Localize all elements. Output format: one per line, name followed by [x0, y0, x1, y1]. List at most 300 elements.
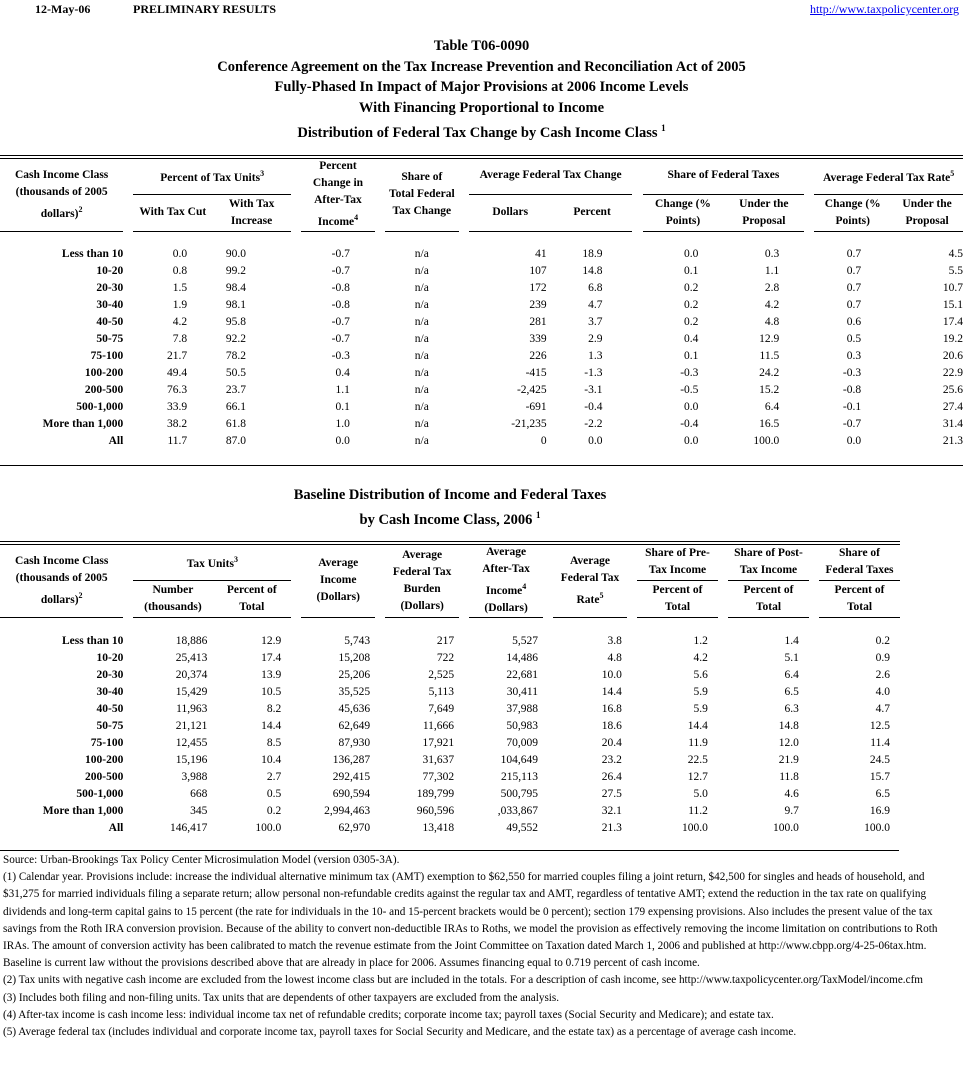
income-class-cell: 500-1,000	[76, 787, 124, 800]
value-cell: 0.0	[588, 434, 603, 447]
income-class-cell: 30-40	[96, 685, 124, 698]
value-cell: n/a	[414, 298, 429, 311]
value-cell: n/a	[414, 434, 429, 447]
value-cell: 20.4	[601, 736, 622, 749]
value-cell: 0.0	[684, 400, 699, 413]
value-cell: 62,649	[338, 719, 371, 732]
value-cell: 0.0	[684, 247, 699, 260]
value-cell: 0.7	[846, 298, 862, 311]
value-cell: 1.3	[588, 349, 603, 362]
value-cell: 5.0	[693, 787, 708, 800]
value-cell: 215,113	[501, 770, 538, 783]
value-cell: 13,418	[422, 821, 455, 834]
value-cell: 15,196	[175, 753, 208, 766]
table-row	[0, 263, 963, 280]
value-cell: 4.5	[948, 247, 963, 260]
table-row	[0, 246, 963, 263]
value-cell: 960,596	[416, 804, 455, 817]
value-cell: 0.2	[684, 298, 699, 311]
value-cell: 668	[190, 787, 208, 800]
income-class-cell: 10-20	[96, 651, 124, 664]
col-with-tax-cut: With Tax Cut	[133, 194, 212, 231]
value-cell: 11.9	[688, 736, 708, 749]
value-cell: 4.8	[607, 651, 622, 664]
value-cell: 21,121	[175, 719, 208, 732]
value-cell: -3.1	[584, 383, 603, 396]
value-cell: 4.2	[764, 298, 780, 311]
value-cell: 2,994,463	[324, 804, 371, 817]
value-cell: 66.1	[225, 400, 246, 413]
value-cell: 1.9	[172, 298, 188, 311]
table-row	[0, 314, 963, 331]
value-cell: 70,009	[506, 736, 538, 749]
value-cell: 32.1	[601, 804, 622, 817]
value-cell: 1.1	[764, 264, 780, 277]
value-cell: 23.2	[601, 753, 622, 766]
footnote-ref: 1	[661, 123, 666, 133]
value-cell: 15.2	[759, 383, 780, 396]
value-cell: 11.8	[779, 770, 799, 783]
value-cell: 0.7	[846, 264, 862, 277]
title-line-3: With Financing Proportional to Income	[358, 99, 605, 116]
table-titles	[0, 36, 963, 144]
value-cell: 6.5	[875, 787, 890, 800]
value-cell: 0.0	[846, 434, 862, 447]
value-cell: 217	[436, 634, 455, 647]
value-cell: -2.2	[584, 417, 603, 430]
value-cell: 2.7	[266, 770, 282, 783]
value-cell: 4.0	[875, 685, 890, 698]
col-group-share-fed-taxes: Share of Federal Taxes	[819, 544, 900, 580]
col-share-total-change: Share of Total Federal Tax Change	[385, 158, 459, 232]
value-cell: 17.4	[261, 651, 282, 664]
value-cell: 12,455	[175, 736, 208, 749]
value-cell: 50.5	[225, 366, 246, 379]
income-class-cell: 100-200	[84, 366, 124, 379]
value-cell: 38.2	[167, 417, 188, 430]
value-cell: 0.3	[846, 349, 862, 362]
source-note: Source: Urban-Brookings Tax Policy Center Microsimulation Model (version 0305-3A).	[3, 854, 400, 866]
value-cell: 0.9	[875, 651, 890, 664]
value-cell: n/a	[414, 349, 429, 362]
value-cell: 5,743	[344, 634, 371, 647]
table-row	[0, 365, 963, 382]
value-cell: 11.7	[167, 434, 188, 447]
table-row	[0, 650, 900, 667]
value-cell: -0.1	[842, 400, 862, 413]
value-cell: -0.3	[842, 366, 862, 379]
income-class-cell: 20-30	[96, 281, 124, 294]
table-row	[0, 769, 900, 786]
table-row	[0, 735, 900, 752]
value-cell: 2.6	[875, 668, 890, 681]
income-class-cell: 10-20	[96, 264, 124, 277]
col-post-tax-pct: Percent of Total	[728, 580, 809, 617]
income-class-cell: 75-100	[90, 736, 124, 749]
value-cell: -0.7	[842, 417, 862, 430]
value-cell: n/a	[414, 281, 429, 294]
value-cell: -0.7	[331, 332, 350, 345]
value-cell: -0.8	[842, 383, 862, 396]
value-cell: 18.9	[582, 247, 603, 260]
value-cell: 98.1	[225, 298, 246, 311]
value-cell: 136,287	[332, 753, 371, 766]
income-class-cell: Less than 10	[61, 247, 124, 260]
value-cell: 20,374	[175, 668, 208, 681]
col-rate-change-pts: Change (% Points)	[814, 194, 891, 231]
value-cell: 49.4	[167, 366, 188, 379]
value-cell: -0.8	[331, 281, 350, 294]
value-cell: 4.8	[764, 315, 780, 328]
income-class-cell: 50-75	[96, 332, 124, 345]
value-cell: 2.9	[588, 332, 603, 345]
value-cell: -2,425	[516, 383, 547, 396]
value-cell: 98.4	[225, 281, 246, 294]
value-cell: 31,637	[422, 753, 455, 766]
value-cell: 14.4	[687, 719, 708, 732]
value-cell: 0.2	[684, 281, 699, 294]
value-cell: 25,413	[175, 651, 208, 664]
col-with-tax-increase: With Tax Increase	[212, 194, 291, 231]
value-cell: 14.4	[601, 685, 622, 698]
table-row	[0, 382, 963, 399]
value-cell: 11,666	[422, 719, 455, 732]
value-cell: 0	[540, 434, 547, 447]
value-cell: 1.1	[335, 383, 350, 396]
status-label: PRELIMINARY RESULTS	[133, 2, 277, 16]
col-number: Number (thousands)	[133, 580, 212, 617]
income-class-cell: 500-1,000	[76, 400, 124, 413]
value-cell: 100.0	[753, 434, 780, 447]
col-percent-of-total: Percent of Total	[212, 580, 291, 617]
value-cell: 146,417	[169, 821, 208, 834]
value-cell: 3,988	[181, 770, 208, 783]
col-fed-taxes-pct: Percent of Total	[819, 580, 900, 617]
income-class-cell: All	[108, 821, 124, 834]
distribution-table-body	[0, 246, 963, 450]
col-avg-income: Average Income (Dollars)	[301, 544, 375, 618]
value-cell: 100.0	[682, 821, 708, 834]
baseline-title	[0, 485, 900, 530]
value-cell: 50,983	[506, 719, 538, 732]
value-cell: 13.9	[261, 668, 282, 681]
table-row	[0, 633, 900, 650]
value-cell: 0.6	[846, 315, 862, 328]
value-cell: n/a	[414, 417, 429, 430]
value-cell: 49,552	[506, 821, 538, 834]
value-cell: 17,921	[422, 736, 455, 749]
value-cell: 11.2	[688, 804, 708, 817]
value-cell: 16.9	[869, 804, 890, 817]
value-cell: n/a	[414, 264, 429, 277]
col-rate-under-proposal: Under the Proposal	[891, 194, 963, 231]
value-cell: 345	[190, 804, 208, 817]
value-cell: 9.7	[784, 804, 799, 817]
value-cell: 100.0	[773, 821, 799, 834]
value-cell: 23.7	[225, 383, 246, 396]
value-cell: 22,681	[506, 668, 538, 681]
distribution-table	[0, 158, 963, 450]
value-cell: n/a	[414, 315, 429, 328]
title-line-1: Conference Agreement on the Tax Increase Prevention and Reconciliation Act of 2005	[217, 58, 746, 75]
value-cell: 0.1	[684, 349, 699, 362]
value-cell: 1.4	[784, 634, 799, 647]
value-cell: -0.4	[584, 400, 603, 413]
value-cell: 16.8	[601, 702, 622, 715]
value-cell: 62,970	[338, 821, 371, 834]
col-group-pct-tax-units: Percent of Tax Units$^3$	[133, 158, 291, 194]
value-cell: 31.4	[942, 417, 963, 430]
value-cell: 172	[529, 281, 547, 294]
tpc-link[interactable]: http://www.taxpolicycenter.org	[810, 2, 959, 16]
value-cell: 5,527	[512, 634, 538, 647]
value-cell: 14.8	[778, 719, 799, 732]
footnote-3: (3) Includes both filing and non-filing units. Tax units that are dependents of other taxpayers are excluded from the analysis.	[3, 991, 560, 1004]
income-class-cell: More than 1,000	[42, 417, 124, 430]
footnote-5: (5) Average federal tax (includes individual and corporate income tax, payroll taxes for Social Security and Medicare, and the estate tax) as a percentage of average cash income.	[3, 1026, 797, 1039]
value-cell: 6.3	[784, 702, 799, 715]
col-cash-income-class: Cash Income Class (thousands of 2005 dollars)$^2$	[0, 544, 123, 618]
value-cell: 500,795	[500, 787, 538, 800]
value-cell: 24.2	[759, 366, 780, 379]
value-cell: 0.1	[335, 400, 350, 413]
value-cell: 11.5	[759, 349, 780, 362]
report-date: 12-May-06	[35, 2, 91, 16]
income-class-cell: 200-500	[84, 383, 124, 396]
top-bar	[0, 2, 963, 18]
value-cell: n/a	[414, 247, 429, 260]
value-cell: 25.6	[942, 383, 963, 396]
value-cell: 0.0	[684, 434, 699, 447]
value-cell: 11,963	[176, 702, 208, 715]
value-cell: 4.2	[693, 651, 708, 664]
value-cell: 2,525	[428, 668, 455, 681]
value-cell: 12.9	[261, 634, 282, 647]
value-cell: 10.0	[601, 668, 622, 681]
value-cell: 90.0	[225, 247, 246, 260]
value-cell: 281	[529, 315, 547, 328]
value-cell: ,033,867	[497, 804, 538, 817]
value-cell: n/a	[414, 383, 429, 396]
value-cell: 292,415	[332, 770, 371, 783]
value-cell: 12.7	[687, 770, 708, 783]
value-cell: 21.9	[778, 753, 799, 766]
table2-bottom-rule	[0, 850, 899, 851]
income-class-cell: 50-75	[96, 719, 124, 732]
footnote-1: (1) Calendar year. Provisions include: increase the individual alternative minimum tax (AMT) exemption to $62,550 for married couples filing a joint return, $42,500 for singles and heads of household, and $31,275 for married individuals filing a separate return; allow personal non-refundable credits against the regular tax and AMT, regardless of tentative AMT; extend the reduction in the tax rate on qualifying dividends and long-term capital gains to 15 percent (the rate for individuals in the 10- and 15-percent brackets would be 0 percent); section 179 expensing provisions. Also includes the present value of the tax savings from the Roth IRA conversion provision. Because of the ability to convert non-deductible IRAs to Roths, we model the provision as effectively removing the income limitation on contributions to Roth IRAs. The amount of conversion activity has been calibrated to match the revenue estimate from the Joint Committee on Taxation dated March 1, 2006 and published at http://www.cbpp.org/4-25-06tax.htm. Baseline is current law without the provisions described above that are already in place for 2006. Assumes financing equal to 0.719 percent of cash income.	[3, 871, 938, 970]
table-row	[0, 416, 963, 433]
value-cell: 10.5	[261, 685, 282, 698]
value-cell: 5.5	[948, 264, 963, 277]
value-cell: 21.7	[167, 349, 188, 362]
value-cell: n/a	[414, 366, 429, 379]
value-cell: -0.8	[331, 298, 350, 311]
value-cell: 25,206	[338, 668, 371, 681]
value-cell: 12.0	[778, 736, 799, 749]
value-cell: 17.4	[942, 315, 963, 328]
col-group-share-post-tax: Share of Post-Tax Income	[728, 544, 809, 580]
table-id: Table T06-0090	[433, 38, 530, 54]
col-group-share-pre-tax: Share of Pre-Tax Income	[637, 544, 718, 580]
value-cell: 7.8	[172, 332, 188, 345]
income-class-cell: 200-500	[85, 770, 124, 783]
value-cell: 14.8	[582, 264, 603, 277]
value-cell: 18,886	[175, 634, 208, 647]
table-row	[0, 718, 900, 735]
value-cell: 107	[529, 264, 547, 277]
value-cell: 24.5	[869, 753, 890, 766]
value-cell: 16.5	[759, 417, 780, 430]
footnote-2: (2) Tax units with negative cash income are excluded from the lowest income class but are included in the totals. For a description of cash income, see http://www.taxpolicycenter.org/TaxModel/income.cfm	[3, 974, 923, 987]
col-percent: Percent	[552, 194, 633, 231]
table-row	[0, 348, 963, 365]
col-avg-fed-tax-rate: Average Federal Tax Rate$^5$	[553, 544, 627, 618]
table-row	[0, 399, 963, 416]
value-cell: 27.5	[601, 787, 622, 800]
income-class-cell: 100-200	[85, 753, 124, 766]
value-cell: 11.4	[870, 736, 890, 749]
value-cell: 22.9	[942, 366, 963, 379]
value-cell: 5.1	[784, 651, 799, 664]
value-cell: -691	[525, 400, 547, 413]
value-cell: 14,486	[506, 651, 538, 664]
value-cell: 61.8	[225, 417, 246, 430]
value-cell: 4.7	[875, 702, 890, 715]
col-group-avg-tax-rate: Average Federal Tax Rate$^5$	[814, 158, 963, 194]
value-cell: -0.4	[680, 417, 699, 430]
col-cash-income-class: Cash Income Class (thousands of 2005 dollars)$^2$	[0, 158, 123, 232]
col-share-change-pts: Change (% Points)	[643, 194, 724, 231]
col-avg-after-tax-income: Average After-Tax Income$^4$ (Dollars)	[469, 544, 543, 618]
value-cell: n/a	[414, 400, 429, 413]
value-cell: 41	[535, 247, 547, 260]
value-cell: 5.6	[693, 668, 708, 681]
footnotes	[3, 852, 958, 1041]
value-cell: 76.3	[167, 383, 188, 396]
table-row	[0, 297, 963, 314]
title-line-4: Distribution of Federal Tax Change by Cash Income Class $^1$	[297, 123, 666, 141]
baseline-title-line-2: by Cash Income Class, 2006 $^1$	[359, 510, 541, 528]
income-class-cell: 20-30	[96, 668, 124, 681]
value-cell: -0.5	[680, 383, 699, 396]
value-cell: 0.8	[172, 264, 188, 277]
value-cell: 0.5	[846, 332, 862, 345]
value-cell: 14.4	[261, 719, 282, 732]
footnote-ref: 1	[535, 510, 541, 520]
value-cell: 8.2	[266, 702, 282, 715]
value-cell: 20.6	[942, 349, 963, 362]
value-cell: 26.4	[601, 770, 622, 783]
value-cell: 5,113	[428, 685, 455, 698]
value-cell: n/a	[414, 332, 429, 345]
value-cell: 339	[529, 332, 547, 345]
value-cell: 10.7	[942, 281, 963, 294]
baseline-table-body	[0, 633, 900, 837]
value-cell: 5.9	[693, 685, 708, 698]
value-cell: 0.5	[266, 787, 282, 800]
value-cell: 21.3	[601, 821, 622, 834]
value-cell: 19.2	[942, 332, 963, 345]
title-line-2: Fully-Phased In Impact of Major Provisions at 2006 Income Levels	[274, 79, 689, 95]
table-row	[0, 803, 900, 820]
value-cell: 15,208	[338, 651, 371, 664]
value-cell: 15.1	[942, 298, 963, 311]
value-cell: 45,636	[338, 702, 371, 715]
value-cell: 0.2	[266, 804, 282, 817]
value-cell: 99.2	[225, 264, 246, 277]
value-cell: 0.2	[684, 315, 699, 328]
value-cell: 21.3	[942, 434, 963, 447]
value-cell: 33.9	[167, 400, 188, 413]
value-cell: -0.7	[331, 315, 350, 328]
baseline-title-line-1: Baseline Distribution of Income and Federal Taxes	[293, 487, 607, 503]
value-cell: 4.7	[588, 298, 603, 311]
value-cell: 1.2	[693, 634, 708, 647]
value-cell: 10.4	[261, 753, 282, 766]
value-cell: 690,594	[332, 787, 371, 800]
value-cell: 27.4	[942, 400, 963, 413]
table-row	[0, 684, 900, 701]
table-row	[0, 752, 900, 769]
income-class-cell: 75-100	[90, 349, 124, 362]
footnote-4: (4) After-tax income is cash income less: individual income tax net of refundable credits; corporate income tax; payroll taxes (Social Security and Medicare); and estate tax.	[3, 1008, 774, 1021]
value-cell: 226	[529, 349, 547, 362]
value-cell: 22.5	[687, 753, 708, 766]
value-cell: -415	[525, 366, 547, 379]
value-cell: 0.4	[684, 332, 699, 345]
value-cell: 95.8	[225, 315, 246, 328]
value-cell: 35,525	[338, 685, 371, 698]
value-cell: 18.6	[601, 719, 622, 732]
value-cell: 30,411	[506, 685, 538, 698]
value-cell: 1.5	[172, 281, 188, 294]
value-cell: 2.8	[764, 281, 780, 294]
value-cell: -0.3	[680, 366, 699, 379]
col-pre-tax-pct: Percent of Total	[637, 580, 718, 617]
value-cell: 0.0	[335, 434, 350, 447]
value-cell: 77,302	[422, 770, 455, 783]
value-cell: 100.0	[255, 821, 282, 834]
value-cell: 37,988	[506, 702, 538, 715]
value-cell: 722	[436, 651, 455, 664]
value-cell: 0.1	[684, 264, 699, 277]
value-cell: -0.7	[331, 264, 350, 277]
table-row	[0, 667, 900, 684]
value-cell: 87,930	[338, 736, 371, 749]
income-class-cell: More than 1,000	[42, 804, 124, 817]
col-group-share-fed-taxes: Share of Federal Taxes	[643, 158, 805, 194]
value-cell: 4.2	[172, 315, 188, 328]
income-class-cell: 30-40	[96, 298, 124, 311]
income-class-cell: 40-50	[96, 702, 124, 715]
value-cell: 6.4	[764, 400, 780, 413]
value-cell: -21,235	[511, 417, 547, 430]
value-cell: 92.2	[225, 332, 246, 345]
col-pct-change-after-tax: Percent Change in After-Tax Income$^4$	[301, 158, 375, 232]
table-row	[0, 331, 963, 348]
col-dollars: Dollars	[469, 194, 552, 231]
value-cell: 0.3	[764, 247, 780, 260]
value-cell: 12.9	[759, 332, 780, 345]
baseline-table	[0, 544, 900, 837]
value-cell: 6.4	[784, 668, 799, 681]
col-group-tax-units: Tax Units$^3$	[133, 544, 291, 580]
table-row	[0, 701, 900, 718]
value-cell: 0.2	[875, 634, 890, 647]
value-cell: 0.0	[172, 247, 188, 260]
value-cell: 100.0	[864, 821, 890, 834]
table-row	[0, 786, 900, 803]
